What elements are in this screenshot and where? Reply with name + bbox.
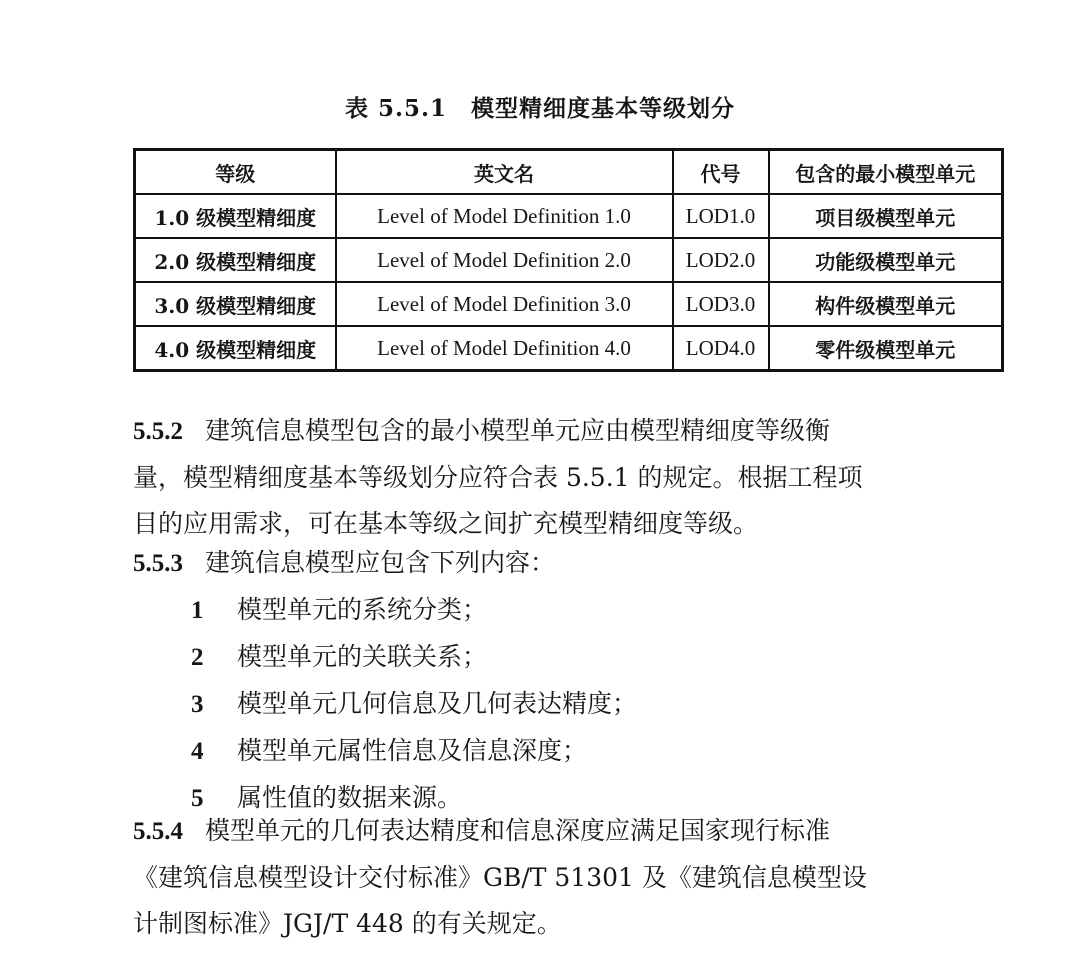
clause-5-5-4-line1 bbox=[133, 808, 1013, 855]
cell-grade: 1.0 级模型精细度 bbox=[135, 194, 336, 238]
clause-5-5-4 bbox=[133, 808, 1013, 947]
list-item bbox=[133, 681, 1013, 728]
table-row bbox=[135, 194, 1003, 238]
list-item-text: 模型单元属性信息及信息深度； bbox=[237, 736, 588, 765]
clause-5-5-2-line1 bbox=[133, 408, 1013, 455]
clause-5-5-3 bbox=[133, 540, 1013, 822]
header-grade: 等级 bbox=[135, 150, 336, 195]
cell-grade: 3.0 级模型精细度 bbox=[135, 282, 336, 326]
list-item-number: 5 bbox=[191, 785, 204, 812]
clause-5-5-4-line2: 《建筑信息模型设计交付标准》GB/T 51301 及《建筑信息模型设 bbox=[133, 863, 867, 892]
cell-grade: 4.0 级模型精细度 bbox=[135, 326, 336, 371]
table-header-row bbox=[135, 150, 1003, 195]
header-min-model-unit: 包含的最小模型单元 bbox=[769, 150, 1003, 195]
cell-code: LOD2.0 bbox=[673, 238, 769, 282]
table-row bbox=[135, 282, 1003, 326]
cell-english-name: Level of Model Definition 3.0 bbox=[336, 282, 673, 326]
clause-text: 建筑信息模型包含的最小模型单元应由模型精细度等级衡 bbox=[205, 416, 831, 445]
list-item-text: 模型单元的系统分类； bbox=[237, 595, 488, 624]
table-row bbox=[135, 326, 1003, 371]
content-list bbox=[133, 587, 1013, 822]
clause-5-5-4-line3: 计制图标准》JGJ/T 448 的有关规定。 bbox=[133, 909, 562, 938]
lod-grade-table bbox=[133, 148, 1004, 372]
list-item-text: 模型单元的关联关系； bbox=[237, 642, 488, 671]
list-item bbox=[133, 587, 1013, 634]
cell-min-model-unit: 项目级模型单元 bbox=[769, 194, 1003, 238]
clause-number: 5.5.2 bbox=[133, 418, 183, 445]
clause-5-5-2-line2: 量，模型精细度基本等级划分应符合表 5.5.1 的规定。根据工程项 bbox=[133, 463, 863, 492]
cell-code: LOD4.0 bbox=[673, 326, 769, 371]
list-item-text: 模型单元几何信息及几何表达精度； bbox=[237, 689, 638, 718]
list-item-number: 3 bbox=[191, 691, 204, 718]
cell-grade: 2.0 级模型精细度 bbox=[135, 238, 336, 282]
table-caption-number: 表 5.5.1 bbox=[344, 95, 448, 122]
cell-min-model-unit: 构件级模型单元 bbox=[769, 282, 1003, 326]
cell-english-name: Level of Model Definition 4.0 bbox=[336, 326, 673, 371]
list-item bbox=[133, 728, 1013, 775]
clause-5-5-2 bbox=[133, 408, 1013, 547]
clause-text: 模型单元的几何表达精度和信息深度应满足国家现行标准 bbox=[205, 816, 831, 845]
list-item-number: 1 bbox=[191, 597, 204, 624]
cell-code: LOD3.0 bbox=[673, 282, 769, 326]
table-row bbox=[135, 238, 1003, 282]
list-item-number: 2 bbox=[191, 644, 204, 671]
cell-min-model-unit: 功能级模型单元 bbox=[769, 238, 1003, 282]
header-code: 代号 bbox=[673, 150, 769, 195]
list-item bbox=[133, 634, 1013, 681]
table-caption-title: 模型精细度基本等级划分 bbox=[471, 95, 736, 122]
clause-5-5-3-intro bbox=[133, 540, 1013, 587]
list-item-number: 4 bbox=[191, 738, 204, 765]
clause-5-5-2-line3: 目的应用需求，可在基本等级之间扩充模型精细度等级。 bbox=[133, 509, 759, 538]
clause-number: 5.5.3 bbox=[133, 550, 183, 577]
clause-text: 建筑信息模型应包含下列内容： bbox=[205, 548, 556, 577]
cell-english-name: Level of Model Definition 2.0 bbox=[336, 238, 673, 282]
header-english-name: 英文名 bbox=[336, 150, 673, 195]
table-caption bbox=[0, 90, 1080, 123]
cell-min-model-unit: 零件级模型单元 bbox=[769, 326, 1003, 371]
list-item-text: 属性值的数据来源。 bbox=[237, 783, 463, 812]
cell-english-name: Level of Model Definition 1.0 bbox=[336, 194, 673, 238]
cell-code: LOD1.0 bbox=[673, 194, 769, 238]
clause-number: 5.5.4 bbox=[133, 818, 183, 845]
